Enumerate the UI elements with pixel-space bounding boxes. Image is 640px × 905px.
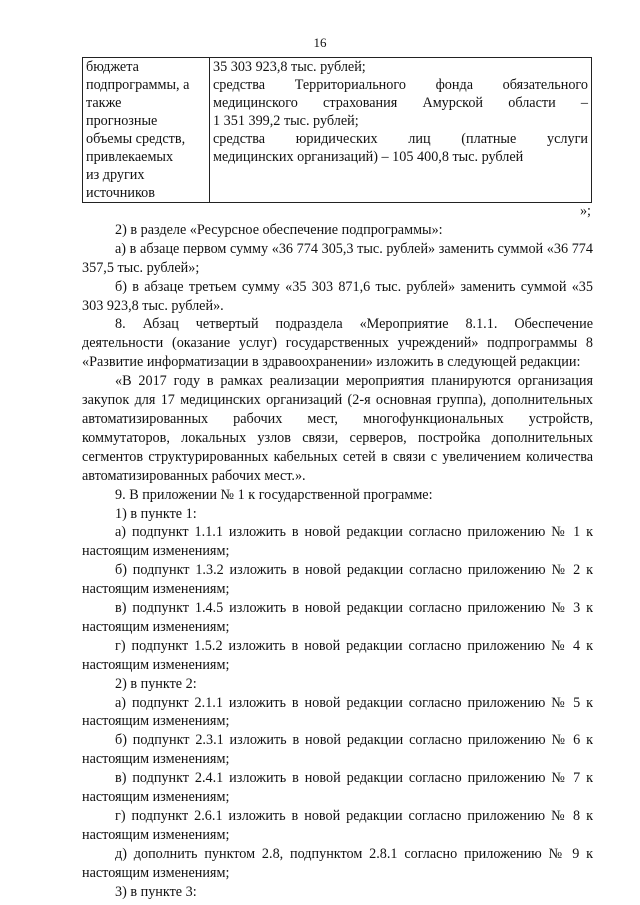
paragraph: «В 2017 году в рамках реализации мероприятия планируются организация закупок для 17 медицинских организаций (2-я основная группа), дополнительных автоматизированных рабочих мест, многофункциональных устройств, коммутаторов, локальных узлов связи, серверов, постройка дополнительных сегментов структурированных кабельных сетей в связи с увеличением количества автоматизированных рабочих мест.». bbox=[82, 373, 593, 484]
table-right-cell bbox=[210, 58, 592, 203]
paragraph: 9. В приложении № 1 к государственной программе: bbox=[115, 486, 433, 503]
left-cell-line: также bbox=[86, 95, 122, 111]
left-cell-line: прогнозные bbox=[86, 113, 158, 129]
paragraph: 8. Абзац четвертый подраздела «Мероприятие 8.1.1. Обеспечение деятельности (оказание услуг) государственных учреждений» подпрограммы 8 «Развитие информатизации в здравоохранении» изложить в следующей редакции: bbox=[82, 316, 593, 371]
document-body bbox=[82, 202, 593, 902]
paragraph: д) дополнить пунктом 2.8, подпунктом 2.8.1 согласно приложению № 9 к настоящим изменениям; bbox=[82, 845, 593, 881]
left-cell-line: бюджета bbox=[86, 59, 139, 75]
left-cell-line: объемы средств, bbox=[86, 131, 186, 147]
left-cell-line: привлекаемых bbox=[86, 149, 174, 165]
right-cell-line: медицинского страхования Амурской области – bbox=[213, 95, 588, 111]
right-cell-line: 35 303 923,8 тыс. рублей; bbox=[213, 59, 366, 75]
budget-table bbox=[82, 57, 592, 203]
paragraph: г) подпункт 1.5.2 изложить в новой редакции согласно приложению № 4 к настоящим изменениям; bbox=[82, 637, 593, 673]
right-cell-line: средства юридических лиц (платные услуги bbox=[213, 131, 588, 147]
page-number: 16 bbox=[313, 35, 327, 50]
paragraph: в) подпункт 2.4.1 изложить в новой редакции согласно приложению № 7 к настоящим изменениям; bbox=[82, 770, 593, 806]
left-cell-line: источников bbox=[86, 185, 155, 201]
paragraph: 1) в пункте 1: bbox=[115, 505, 197, 522]
paragraph: б) подпункт 2.3.1 изложить в новой редакции согласно приложению № 6 к настоящим изменениям; bbox=[82, 732, 593, 768]
closing-quote: »; bbox=[579, 203, 591, 219]
table-row bbox=[83, 58, 592, 203]
paragraph: 2) в пункте 2: bbox=[115, 675, 197, 692]
paragraph: а) подпункт 2.1.1 изложить в новой редакции согласно приложению № 5 к настоящим изменениям; bbox=[82, 694, 593, 730]
paragraph: а) в абзаце первом сумму «36 774 305,3 тыс. рублей» заменить суммой «36 774 357,5 тыс. рублей»; bbox=[82, 240, 593, 276]
paragraph: 2) в разделе «Ресурсное обеспечение подпрограммы»: bbox=[115, 221, 443, 238]
paragraph: г) подпункт 2.6.1 изложить в новой редакции согласно приложению № 8 к настоящим изменениям; bbox=[82, 808, 593, 843]
paragraph: 3) в пункте 3: bbox=[115, 883, 197, 900]
paragraph: а) подпункт 1.1.1 изложить в новой редакции согласно приложению № 1 к настоящим изменениям; bbox=[82, 524, 593, 560]
right-cell-line: средства Территориального фонда обязательного bbox=[213, 77, 588, 93]
right-cell-line: медицинских организаций) – 105 400,8 тыс. рублей bbox=[213, 149, 524, 165]
paragraph: б) в абзаце третьем сумму «35 303 871,6 тыс. рублей» заменить суммой «35 303 923,8 тыс. рублей». bbox=[82, 278, 593, 314]
left-cell-line: подпрограммы, а bbox=[86, 77, 190, 93]
table-left-cell bbox=[83, 58, 210, 203]
right-cell-line: 1 351 399,2 тыс. рублей; bbox=[213, 113, 359, 129]
paragraph: б) подпункт 1.3.2 изложить в новой редакции согласно приложению № 2 к настоящим изменениям; bbox=[82, 562, 593, 598]
paragraph: в) подпункт 1.4.5 изложить в новой редакции согласно приложению № 3 к настоящим изменениям; bbox=[82, 600, 593, 635]
left-cell-line: из других bbox=[86, 167, 145, 183]
